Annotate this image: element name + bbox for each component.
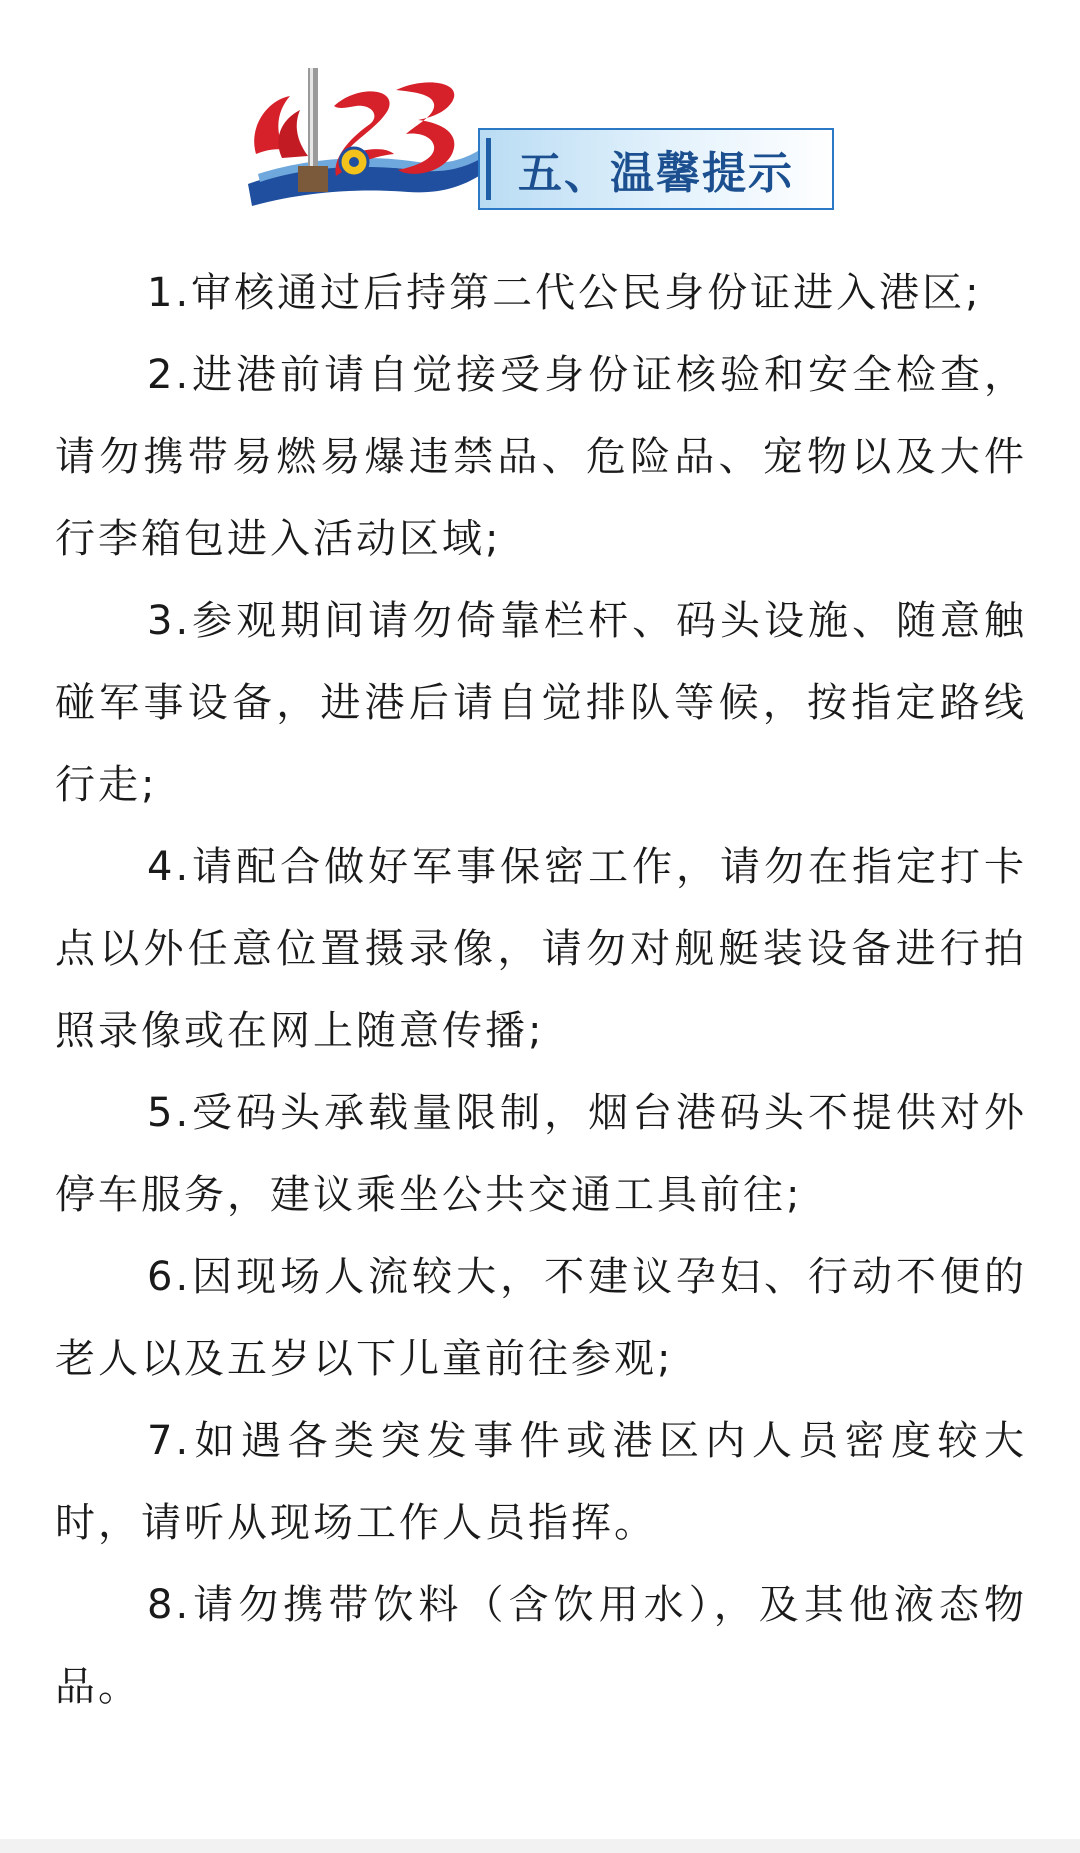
section-header xyxy=(238,66,838,216)
tip-item: 2.进港前请自觉接受身份证核验和安全检查，请勿携带易燃易爆违禁品、危险品、宠物以及大件行李箱包进入活动区域; xyxy=(55,352,1027,562)
tip-item: 6.因现场人流较大，不建议孕妇、行动不便的老人以及五岁以下儿童前往参观; xyxy=(55,1254,1027,1382)
tip-item: 3.参观期间请勿倚靠栏杆、码头设施、随意触碰军事设备，进港后请自觉排队等候，按指定路线行走; xyxy=(55,598,1027,808)
tip-item: 1.审核通过后持第二代公民身份证进入港区; xyxy=(147,270,982,316)
navy-75th-anniversary-logo xyxy=(238,66,490,216)
tip-item: 8.请勿携带饮料（含饮用水），及其他液态物品。 xyxy=(55,1582,1027,1710)
tip-item: 5.受码头承载量限制，烟台港码头不提供对外停车服务，建议乘坐公共交通工具前往; xyxy=(55,1090,1027,1218)
bottom-divider xyxy=(0,1839,1080,1853)
section-title: 五、温馨提示 xyxy=(518,148,794,199)
section-title-box xyxy=(478,128,834,210)
logo-years: 1949-2024 xyxy=(348,194,432,210)
tip-item: 7.如遇各类突发事件或港区内人员密度较大时，请听从现场工作人员指挥。 xyxy=(55,1418,1027,1546)
tips-list xyxy=(55,252,1027,1728)
tip-item: 4.请配合做好军事保密工作，请勿在指定打卡点以外任意位置摄录像，请勿对舰艇装设备进行拍照录像或在网上随意传播; xyxy=(55,844,1027,1054)
